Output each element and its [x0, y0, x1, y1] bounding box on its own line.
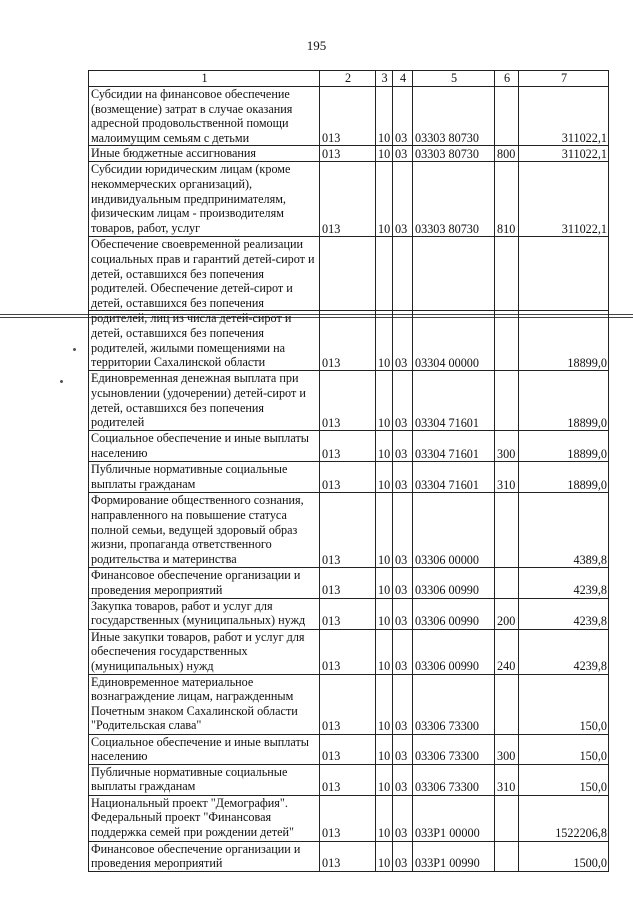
cell-subsection: 03 [393, 431, 413, 462]
table-row [89, 462, 609, 493]
cell-amount: 150,0 [519, 764, 609, 795]
cell-amount: 150,0 [519, 674, 609, 734]
cell-section: 10 [376, 462, 393, 493]
row-name: Национальный проект "Демография". Федеральный проект "Финансовая поддержка семей при рождении детей" [89, 795, 320, 841]
cell-expense-type: 810 [495, 162, 519, 237]
cell-target-article: 03306 00990 [413, 568, 495, 598]
cell-target-article: 03306 73300 [413, 674, 495, 734]
table-row [89, 629, 609, 674]
cell-target-article: 03304 71601 [413, 462, 495, 493]
cell-expense-type [495, 237, 519, 311]
table-row [89, 87, 609, 146]
cell-ministry: 013 [320, 795, 376, 841]
cell-amount: 4239,8 [519, 568, 609, 598]
cell-ministry [320, 237, 376, 311]
cell-section: 10 [376, 568, 393, 598]
table-row [89, 431, 609, 462]
cell-target-article [413, 237, 495, 311]
page-number: 195 [306, 38, 327, 53]
row-name: Финансовое обеспечение организации и проведения мероприятий [89, 568, 320, 598]
table-row [89, 371, 609, 431]
cell-subsection: 03 [393, 87, 413, 146]
row-name: родителей, лиц из числа детей-сирот и детей, оставшихся без попечения родителей, жилыми помещениями на территории Сахалинской области [89, 311, 320, 371]
column-header: 2 [320, 71, 376, 87]
cell-amount: 18899,0 [519, 371, 609, 431]
cell-expense-type [495, 371, 519, 431]
cell-ministry: 013 [320, 311, 376, 371]
row-name: Единовременное материальное вознаграждение лицам, награжденным Почетным знаком Сахалинской области "Родительская слава" [89, 674, 320, 734]
table-row [89, 795, 609, 841]
row-name: Субсидии юридическим лицам (кроме некоммерческих организаций), индивидуальным предпринимателям, физическим лицам - производителям товаров, работ, услуг [89, 162, 320, 237]
row-name: Публичные нормативные социальные выплаты гражданам [89, 462, 320, 493]
cell-ministry: 013 [320, 674, 376, 734]
cell-amount: 1500,0 [519, 841, 609, 871]
cell-subsection: 03 [393, 162, 413, 237]
row-name: Иные закупки товаров, работ и услуг для обеспечения государственных (муниципальных) нужд [89, 629, 320, 674]
cell-target-article: 033P1 00000 [413, 795, 495, 841]
cell-ministry: 013 [320, 431, 376, 462]
cell-amount [519, 237, 609, 311]
cell-subsection: 03 [393, 311, 413, 371]
row-name: Субсидии на финансовое обеспечение (возмещение) затрат в случае оказания адресной продовольственной помощи малоимущим семьям с детьми [89, 87, 320, 146]
cell-expense-type [495, 674, 519, 734]
row-name: Иные бюджетные ассигнования [89, 146, 320, 162]
cell-section: 10 [376, 734, 393, 764]
cell-section: 10 [376, 146, 393, 162]
column-header: 4 [393, 71, 413, 87]
cell-ministry: 013 [320, 734, 376, 764]
cell-expense-type: 240 [495, 629, 519, 674]
cell-expense-type: 310 [495, 462, 519, 493]
row-name: Обеспечение своевременной реализации социальных прав и гарантий детей-сирот и детей, оставшихся без попечения родителей. Обеспечение детей-сирот и детей, оставшихся без попечения [89, 237, 320, 311]
cell-section: 10 [376, 87, 393, 146]
cell-expense-type: 300 [495, 734, 519, 764]
cell-subsection: 03 [393, 598, 413, 629]
cell-target-article: 03304 00000 [413, 311, 495, 371]
cell-target-article: 03303 80730 [413, 87, 495, 146]
cell-ministry: 013 [320, 462, 376, 493]
table-row [89, 237, 609, 311]
cell-ministry: 013 [320, 764, 376, 795]
cell-amount: 4239,8 [519, 598, 609, 629]
column-header: 3 [376, 71, 393, 87]
cell-expense-type: 800 [495, 146, 519, 162]
cell-subsection [393, 237, 413, 311]
cell-target-article: 03306 00000 [413, 493, 495, 568]
cell-subsection: 03 [393, 674, 413, 734]
cell-expense-type [495, 87, 519, 146]
cell-ministry: 013 [320, 162, 376, 237]
cell-amount: 311022,1 [519, 146, 609, 162]
cell-section: 10 [376, 311, 393, 371]
cell-section: 10 [376, 162, 393, 237]
cell-section: 10 [376, 431, 393, 462]
cell-expense-type [495, 568, 519, 598]
cell-target-article: 03306 73300 [413, 734, 495, 764]
cell-ministry: 013 [320, 87, 376, 146]
cell-section: 10 [376, 493, 393, 568]
table-row [89, 598, 609, 629]
cell-subsection: 03 [393, 841, 413, 871]
table-row [89, 841, 609, 871]
cell-expense-type [495, 841, 519, 871]
cell-target-article: 03306 73300 [413, 764, 495, 795]
cell-subsection: 03 [393, 371, 413, 431]
cell-expense-type: 300 [495, 431, 519, 462]
cell-target-article: 03306 00990 [413, 598, 495, 629]
cell-amount: 4389,8 [519, 493, 609, 568]
cell-amount: 150,0 [519, 734, 609, 764]
cell-subsection: 03 [393, 629, 413, 674]
cell-amount: 311022,1 [519, 87, 609, 146]
cell-section: 10 [376, 629, 393, 674]
cell-amount: 18899,0 [519, 462, 609, 493]
column-header: 1 [89, 71, 320, 87]
margin-mark [73, 348, 76, 351]
header-row [89, 71, 609, 87]
cell-expense-type [495, 493, 519, 568]
cell-expense-type [495, 795, 519, 841]
cell-target-article: 03303 80730 [413, 162, 495, 237]
cell-subsection: 03 [393, 462, 413, 493]
margin-mark [60, 380, 63, 383]
column-header: 6 [495, 71, 519, 87]
row-name: Финансовое обеспечение организации и проведения мероприятий [89, 841, 320, 871]
table-row [89, 764, 609, 795]
column-header: 5 [413, 71, 495, 87]
table-row [89, 568, 609, 598]
cell-subsection: 03 [393, 493, 413, 568]
column-header: 7 [519, 71, 609, 87]
cell-ministry: 013 [320, 493, 376, 568]
cell-target-article: 033P1 00990 [413, 841, 495, 871]
cell-section: 10 [376, 841, 393, 871]
cell-amount: 1522206,8 [519, 795, 609, 841]
cell-section: 10 [376, 598, 393, 629]
cell-section: 10 [376, 795, 393, 841]
cell-subsection: 03 [393, 764, 413, 795]
cell-subsection: 03 [393, 795, 413, 841]
cell-subsection: 03 [393, 568, 413, 598]
table-row [89, 674, 609, 734]
cell-amount: 311022,1 [519, 162, 609, 237]
cell-section: 10 [376, 371, 393, 431]
cell-amount: 18899,0 [519, 431, 609, 462]
table-row [89, 493, 609, 568]
table-row [89, 162, 609, 237]
table-row [89, 734, 609, 764]
row-name: Формирование общественного сознания, направленного на повышение статуса полной семьи, ведущей здоровый образ жизни, пропаганда ответственного родительства и материнства [89, 493, 320, 568]
cell-amount: 18899,0 [519, 311, 609, 371]
table-row [89, 311, 609, 371]
row-name: Единовременная денежная выплата при усыновлении (удочерении) детей-сирот и детей, оставшихся без попечения родителей [89, 371, 320, 431]
cell-expense-type [495, 311, 519, 371]
cell-amount: 4239,8 [519, 629, 609, 674]
cell-section [376, 237, 393, 311]
cell-subsection: 03 [393, 734, 413, 764]
cell-ministry: 013 [320, 629, 376, 674]
row-name: Публичные нормативные социальные выплаты гражданам [89, 764, 320, 795]
cell-section: 10 [376, 764, 393, 795]
cell-ministry: 013 [320, 568, 376, 598]
cell-expense-type: 310 [495, 764, 519, 795]
cell-target-article: 03304 71601 [413, 371, 495, 431]
cell-target-article: 03304 71601 [413, 431, 495, 462]
row-name: Закупка товаров, работ и услуг для государственных (муниципальных) нужд [89, 598, 320, 629]
cell-target-article: 03303 80730 [413, 146, 495, 162]
table-row [89, 146, 609, 162]
budget-table [88, 70, 609, 872]
cell-ministry: 013 [320, 146, 376, 162]
row-name: Социальное обеспечение и иные выплаты населению [89, 734, 320, 764]
cell-ministry: 013 [320, 371, 376, 431]
cell-expense-type: 200 [495, 598, 519, 629]
cell-ministry: 013 [320, 598, 376, 629]
cell-section: 10 [376, 674, 393, 734]
cell-target-article: 03306 00990 [413, 629, 495, 674]
cell-subsection: 03 [393, 146, 413, 162]
cell-ministry: 013 [320, 841, 376, 871]
row-name: Социальное обеспечение и иные выплаты населению [89, 431, 320, 462]
